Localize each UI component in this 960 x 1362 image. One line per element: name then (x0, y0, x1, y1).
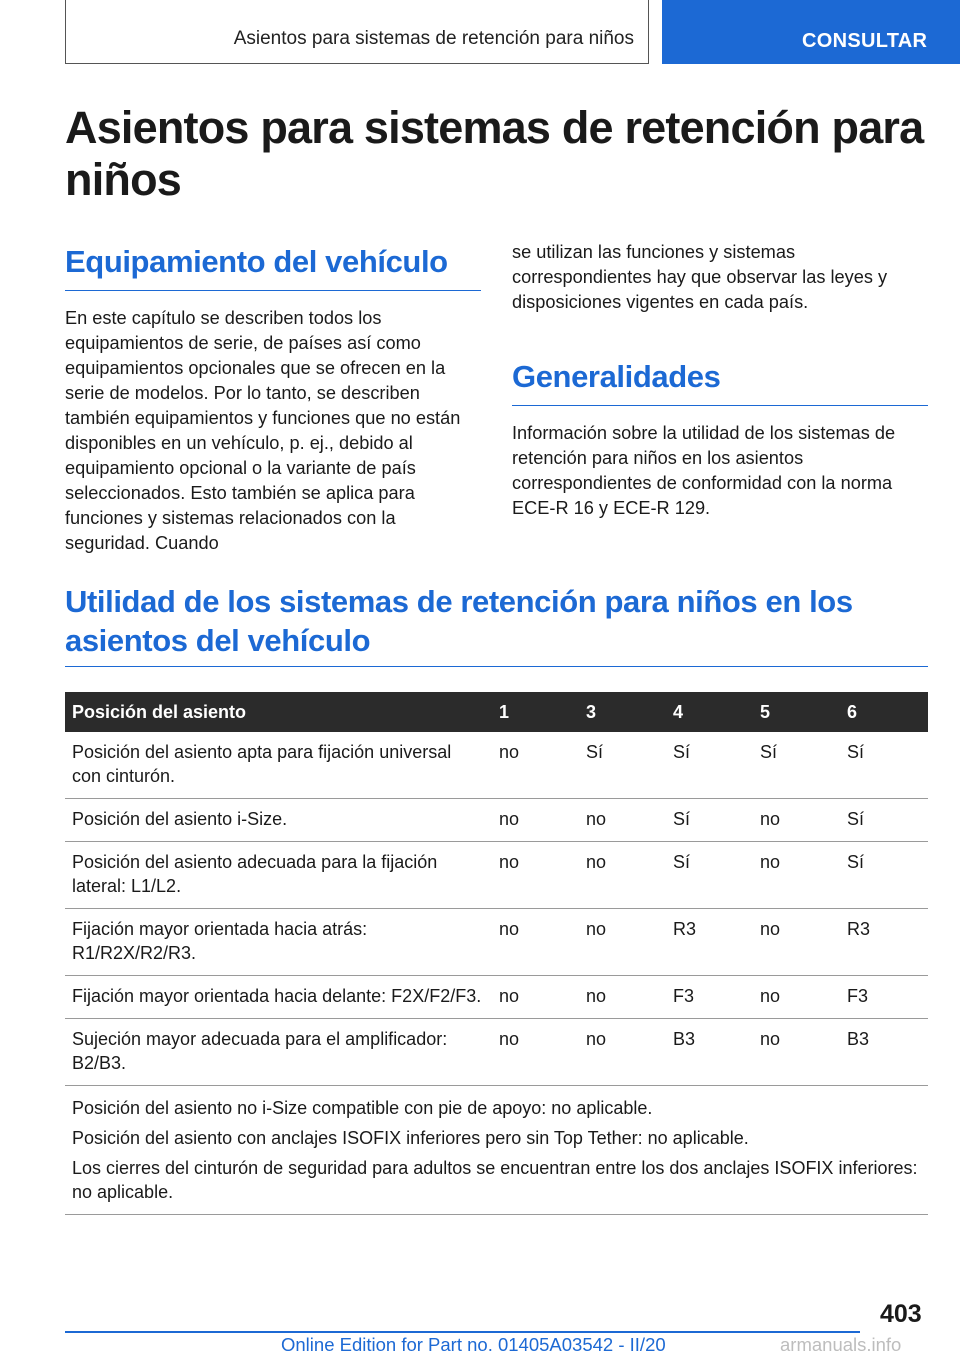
table-header-cell: 4 (666, 692, 753, 732)
table-cell: R3 (840, 909, 928, 976)
page-number: 403 (880, 1300, 922, 1328)
header-title: Asientos para sistemas de retención para niños (233, 28, 634, 49)
table-cell: F3 (840, 976, 928, 1019)
table-cell: no (492, 976, 579, 1019)
general-text: Información sobre la utilidad de los sistemas de retención para niños en los asientos correspondientes de conformidad con la norma ECE-R 16 y ECE-R 129. (512, 423, 896, 518)
table-cell: no (579, 909, 666, 976)
table-cell: R3 (666, 909, 753, 976)
table-notes-row (65, 1086, 928, 1215)
table-note: Posición del asiento con anclajes ISOFIX inferiores pero sin Top Tether: no aplicable. (72, 1128, 749, 1148)
seat-compatibility-table (65, 692, 928, 1215)
table-cell: Fijación mayor orientada hacia atrás: R1/R2X/R2/R3. (65, 909, 492, 976)
table-cell: Posición del asiento apta para fijación universal con cinturón. (65, 732, 492, 799)
table-cell: Sí (753, 732, 840, 799)
table-cell: no (753, 842, 840, 909)
table-cell: Sí (579, 732, 666, 799)
section-heading-general: Generalidades (512, 359, 928, 406)
section-heading-utility: Utilidad de los sistemas de retención para niños en los asientos del vehículo (65, 582, 928, 667)
table-cell: Sujeción mayor adecuada para el amplificador: B2/B3. (65, 1019, 492, 1086)
footer-edition: Online Edition for Part no. 01405A03542 - II/20 (281, 1334, 666, 1355)
table-row (65, 732, 928, 799)
table-cell: no (753, 1019, 840, 1086)
equipment-text-left: En este capítulo se describen todos los equipamientos de serie, de países así como equipamientos opcionales que se ofrecen en la serie de modelos. Por lo tanto, se describen también equipamientos y funciones que no están disponibles en un vehículo, p. ej., debido al equipamiento opcional o la variante de país seleccionados. Esto también se aplica para funciones y sistemas relacionados con la seguridad. Cuando (65, 308, 461, 553)
page-title: Asientos para sistemas de retención para niños (65, 102, 924, 205)
table-cell: Sí (840, 732, 928, 799)
table-cell: no (492, 842, 579, 909)
table-notes-cell (65, 1086, 928, 1215)
table-cell: Posición del asiento adecuada para la fijación lateral: L1/L2. (65, 842, 492, 909)
table-note: Posición del asiento no i-Size compatible con pie de apoyo: no aplicable. (72, 1098, 653, 1118)
table-header-row (65, 692, 928, 732)
table-cell: no (579, 842, 666, 909)
table-cell: Sí (840, 799, 928, 842)
table-cell: Posición del asiento i-Size. (65, 799, 492, 842)
table-header-cell: 3 (579, 692, 666, 732)
table-cell: no (753, 799, 840, 842)
table-cell: no (753, 909, 840, 976)
table-cell: Sí (666, 799, 753, 842)
table-cell: Sí (840, 842, 928, 909)
table-cell: no (492, 909, 579, 976)
table-cell: Sí (666, 842, 753, 909)
table-row (65, 799, 928, 842)
table-cell: no (492, 799, 579, 842)
table-cell: Sí (666, 732, 753, 799)
table-row (65, 1019, 928, 1086)
table-header-cell: 6 (840, 692, 928, 732)
table-cell: no (579, 799, 666, 842)
table-header-cell: Posición del asiento (65, 692, 492, 732)
table-cell: B3 (840, 1019, 928, 1086)
table-row (65, 909, 928, 976)
footer-watermark: armanuals.info (780, 1334, 902, 1355)
header-frame (65, 0, 649, 64)
equipment-text-right: se utilizan las funciones y sistemas correspondientes hay que observar las leyes y disposiciones vigentes en cada país. (512, 242, 888, 312)
table-row (65, 842, 928, 909)
table-cell: no (579, 976, 666, 1019)
table-cell: no (492, 1019, 579, 1086)
section-heading-equipment: Equipamiento del vehículo (65, 244, 481, 291)
table-row (65, 976, 928, 1019)
table-cell: F3 (666, 976, 753, 1019)
table-header-cell: 1 (492, 692, 579, 732)
table-cell: no (492, 732, 579, 799)
table-cell: B3 (666, 1019, 753, 1086)
table-header-cell: 5 (753, 692, 840, 732)
footer-divider (65, 1331, 860, 1333)
consult-tab[interactable]: CONSULTAR (662, 0, 960, 64)
table-cell: Fijación mayor orientada hacia delante: F2X/F2/F3. (65, 976, 492, 1019)
table-note: Los cierres del cinturón de seguridad para adultos se encuentran entre los dos anclajes ISOFIX inferiores: no aplicable. (72, 1158, 918, 1202)
table-cell: no (579, 1019, 666, 1086)
table-cell: no (753, 976, 840, 1019)
